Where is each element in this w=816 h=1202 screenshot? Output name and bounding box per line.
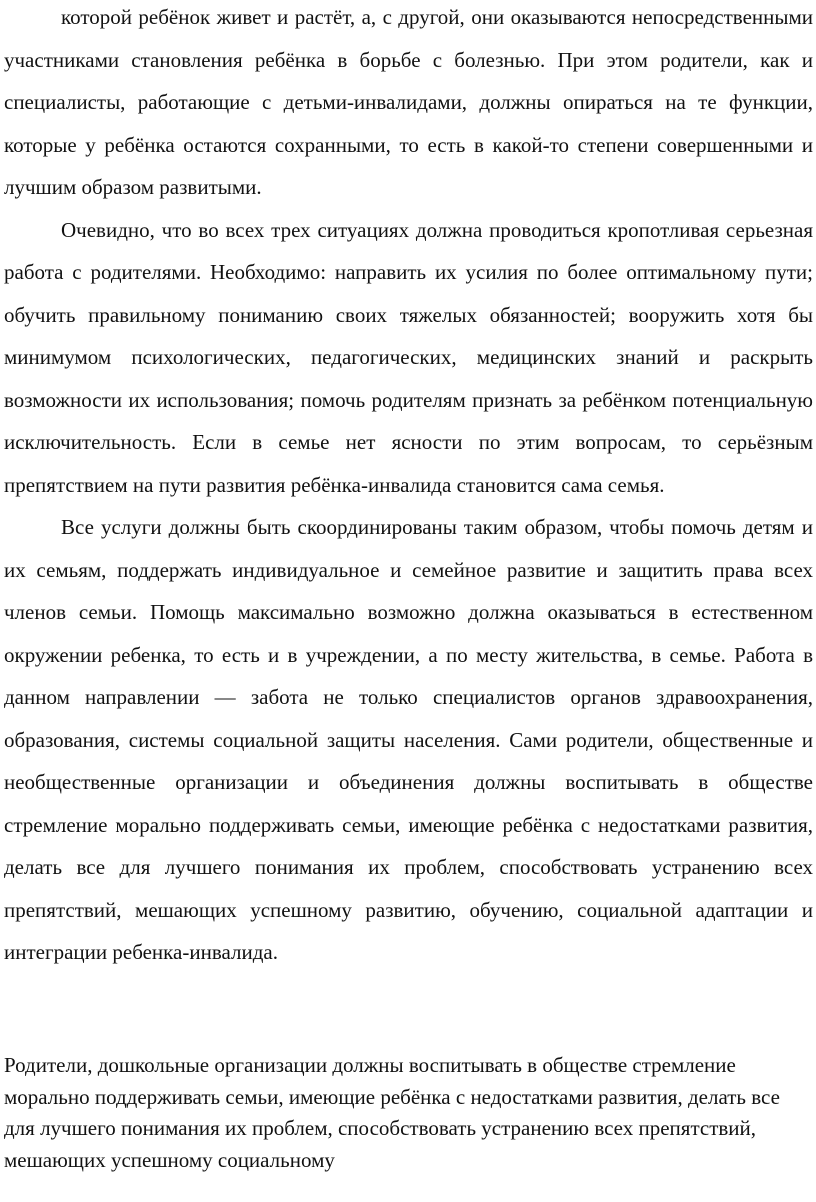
- paragraph-2: Очевидно, что во всех трех ситуациях должна проводиться кропотливая серьезная работа с родителями. Необходимо: направить их усилия по более оптимальному пути; обучить правильному пониманию своих тяжелых обязанностей; вооружить хотя бы минимумом психологических, педагогических, медицинских знаний и раскрыть возможности их использования; помочь родителям признать за ребёнком потенциальную исключительность. Если в семье нет ясности по этим вопросам, то серьёзным препятствием на пути развития ребёнка-инвалида становится сама семья.: [4, 217, 813, 497]
- paragraph-1: которой ребёнок живет и растёт, а, с другой, они оказываются непосредственными участниками становления ребёнка в борьбе с болезнью. При этом родители, как и специалисты, работающие с детьми-инвалидами, должны опираться на те функции, которые у ребёнка остаются сохранными, то есть в какой-то степени совершенными и лучшим образом развитыми.: [4, 5, 813, 199]
- closing-paragraph: Родители, дошкольные организации должны воспитывать в обществе стремление морально поддерживать семьи, имеющие ребёнка с недостатками развития, делать все для лучшего понимания их проблем, способствовать устранению всех препятствий, мешающих успешному социальному: [4, 1053, 780, 1172]
- main-text-block: [4, 0, 813, 974]
- closing-text-block: [4, 1050, 809, 1176]
- paragraph-3: Все услуги должны быть скоординированы таким образом, чтобы помочь детям и их семьям, поддержать индивидуальное и семейное развитие и защитить права всех членов семьи. Помощь максимально возможно должна оказываться в естественном окружении ребенка, то есть и в учреждении, а по месту жительства, в семье. Работа в данном направлении — забота не только специалистов органов здравоохранения, образования, системы социальной защиты населения. Сами родители, общественные и необщественные организации и объединения должны воспитывать в обществе стремление морально поддерживать семьи, имеющие ребёнка с недостатками развития, делать все для лучшего понимания их проблем, способствовать устранению всех препятствий, мешающих успешному развитию, обучению, социальной адаптации и интеграции ребенка-инвалида.: [4, 515, 813, 964]
